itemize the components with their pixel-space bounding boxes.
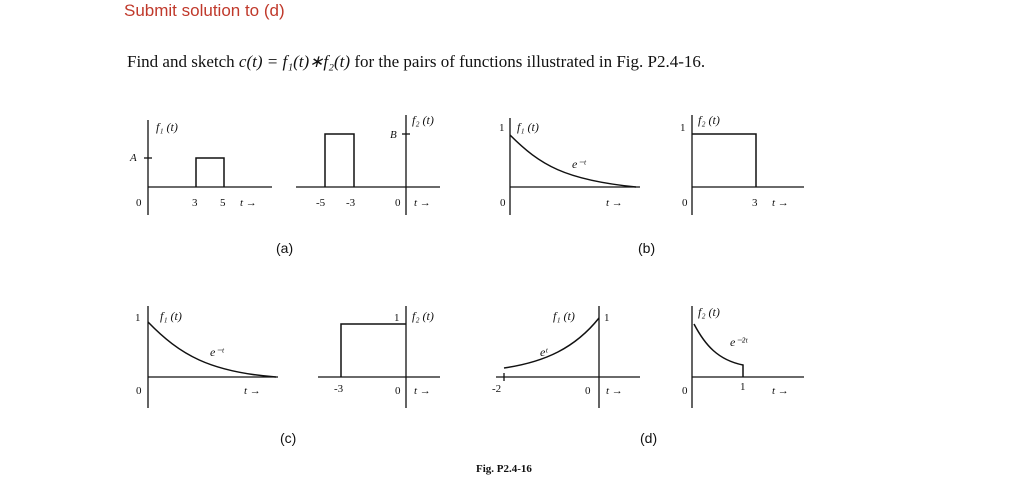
f1-label: f₁ (t) bbox=[156, 120, 178, 134]
f1-label: f₁ (t) bbox=[160, 309, 182, 323]
t-arrow-label: t → bbox=[606, 385, 623, 397]
t-arrow-label: t → bbox=[414, 197, 431, 209]
zero-label: 0 bbox=[395, 197, 401, 209]
t-arrow-label: t → bbox=[414, 385, 431, 397]
end-neg3-label: -3 bbox=[346, 197, 356, 209]
one-label: 1 bbox=[604, 312, 610, 324]
zero-label: 0 bbox=[136, 197, 142, 209]
level-a-label: A bbox=[130, 152, 137, 164]
end-3-label: 3 bbox=[752, 197, 758, 209]
zero-label: 0 bbox=[682, 385, 688, 397]
f2-label: f₂ (t) bbox=[698, 113, 720, 127]
zero-label: 0 bbox=[395, 385, 401, 397]
t-arrow-label: t → bbox=[606, 197, 623, 209]
start-3-label: 3 bbox=[192, 197, 198, 209]
step-signal bbox=[341, 324, 406, 377]
t-arrow-label: t → bbox=[244, 385, 261, 397]
one-label: 1 bbox=[680, 122, 686, 134]
exp-neg-t-label: e⁻ᵗ bbox=[210, 345, 224, 359]
panel-b-f1-plot bbox=[499, 118, 640, 215]
exp-neg-2t-label: e⁻²ᵗ bbox=[730, 335, 748, 349]
f1-label: f₁ (t) bbox=[553, 309, 575, 323]
problem-tail: for the pairs of functions illustrated in Fig. P2.4-16. bbox=[350, 52, 706, 71]
exp-growth-signal bbox=[504, 318, 599, 368]
level-b-label: B bbox=[390, 129, 397, 141]
submit-heading: Submit solution to (d) bbox=[124, 1, 285, 20]
panel-d-label: (d) bbox=[640, 430, 658, 446]
pulse-signal bbox=[325, 134, 354, 187]
end-1-label: 1 bbox=[740, 381, 746, 393]
panel-a-f1-plot bbox=[129, 120, 272, 215]
panel-d-f2-plot bbox=[682, 305, 804, 408]
pulse-signal bbox=[196, 158, 224, 187]
panel-c-f2-plot bbox=[318, 306, 440, 408]
start-neg3-label: -3 bbox=[334, 383, 344, 395]
panel-b-f2-plot bbox=[680, 113, 804, 215]
one-label: 1 bbox=[499, 122, 505, 134]
panel-a-label: (a) bbox=[276, 240, 294, 256]
start-neg5-label: -5 bbox=[316, 197, 326, 209]
one-label: 1 bbox=[135, 312, 141, 324]
exp-neg-t-label: e⁻ᵗ bbox=[572, 157, 586, 171]
step-pulse-signal bbox=[692, 134, 756, 187]
t-arrow-label: t → bbox=[772, 197, 789, 209]
zero-label: 0 bbox=[500, 197, 506, 209]
t-arrow-label: t → bbox=[240, 197, 257, 209]
end-5-label: 5 bbox=[220, 197, 226, 209]
t-arrow-label: t → bbox=[772, 385, 789, 397]
start-neg2-label: -2 bbox=[492, 383, 502, 395]
exp-t-label: eᵗ bbox=[540, 345, 548, 359]
zero-label: 0 bbox=[585, 385, 591, 397]
zero-label: 0 bbox=[682, 197, 688, 209]
exp-decay-signal bbox=[694, 324, 743, 377]
panel-d-f1-plot bbox=[492, 306, 640, 408]
problem-lead: Find and sketch bbox=[127, 52, 239, 71]
panel-c-f1-plot bbox=[135, 306, 278, 408]
zero-label: 0 bbox=[136, 385, 142, 397]
panel-a-f2-plot bbox=[296, 113, 440, 215]
problem-formula: c(t) = f₁(t)∗f₂(t) bbox=[238, 52, 351, 71]
f2-label: f₂ (t) bbox=[412, 113, 434, 127]
f2-label: f₂ (t) bbox=[698, 305, 720, 319]
figure-caption: Fig. P2.4-16 bbox=[476, 463, 532, 475]
panel-b-label: (b) bbox=[638, 240, 656, 256]
f1-label: f₁ (t) bbox=[517, 120, 539, 134]
one-label: 1 bbox=[394, 312, 400, 324]
f2-label: f₂ (t) bbox=[412, 309, 434, 323]
panel-c-label: (c) bbox=[280, 430, 297, 446]
